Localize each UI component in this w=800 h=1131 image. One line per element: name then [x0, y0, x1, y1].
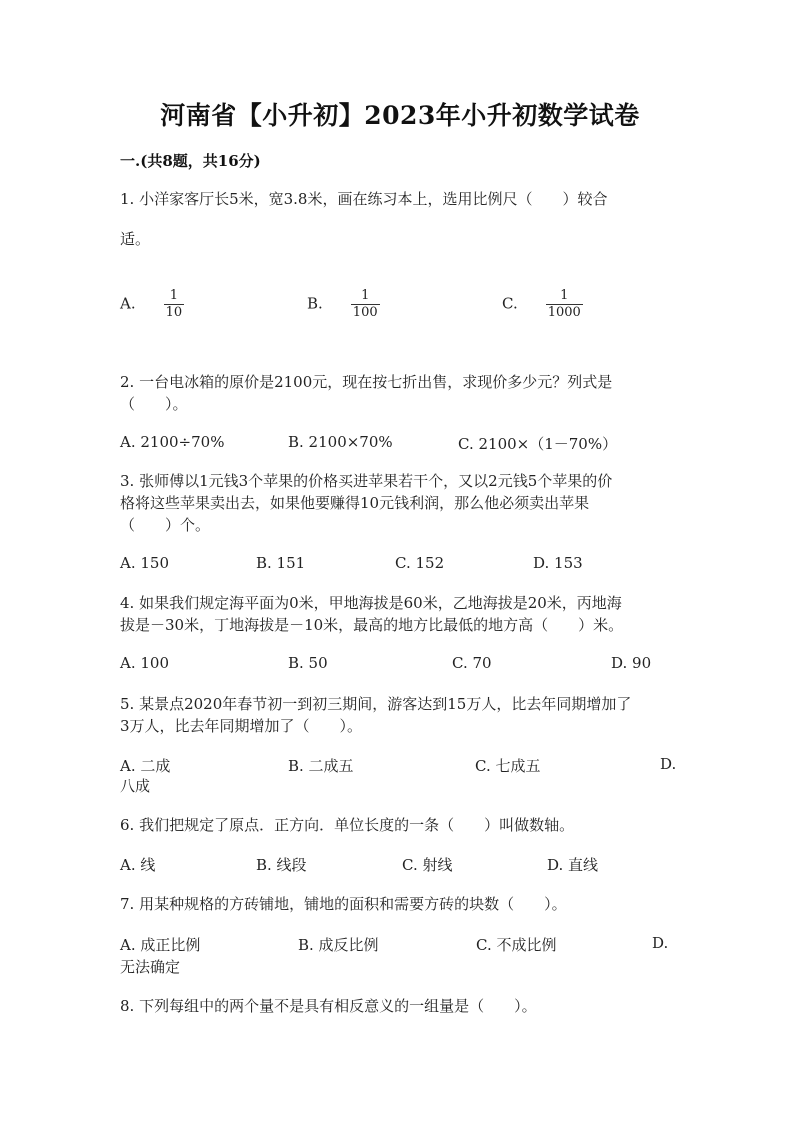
question-5-option-d-text: 八成 — [120, 777, 151, 795]
question-8-line-1: 8. 下列每组中的两个量不是具有相反意义的一组量是（ ）。 — [120, 997, 537, 1015]
question-5-option-d-label: D. — [660, 755, 677, 773]
fraction-numerator: 1 — [560, 288, 569, 303]
question-5-option-b: B. 二成五 — [288, 757, 354, 775]
question-3-option-a: A. 150 — [120, 554, 169, 572]
question-7-option-d-text: 无法确定 — [120, 958, 181, 976]
fraction-denominator: 100 — [352, 305, 378, 320]
question-3-option-d: D. 153 — [533, 554, 583, 572]
question-1-line-2: 适。 — [120, 230, 151, 248]
question-5-line-1: 5. 某景点2020年春节初一到初三期间，游客达到15万人，比去年同期增加了 — [120, 695, 632, 713]
question-6-option-a: A. 线 — [120, 856, 156, 874]
option-label: C. — [502, 294, 518, 313]
question-7-option-b: B. 成反比例 — [298, 936, 379, 954]
question-2-option-c: C. 2100×（1－70%） — [458, 435, 618, 453]
fraction — [164, 288, 185, 321]
question-3-line-2: 格将这些苹果卖出去，如果他要赚得10元钱利润，那么他必须卖出苹果 — [120, 494, 590, 512]
question-1-option-b — [307, 288, 380, 321]
question-6-option-c: C. 射线 — [402, 856, 453, 874]
option-label: A. — [120, 294, 136, 313]
fraction-denominator: 1000 — [547, 305, 581, 320]
question-4-option-b: B. 50 — [288, 654, 328, 672]
option-label: B. — [307, 294, 323, 313]
question-5-line-2: 3万人，比去年同期增加了（ ）。 — [120, 717, 363, 735]
question-2-line-1: 2. 一台电冰箱的原价是2100元，现在按七折出售，求现价多少元？列式是 — [120, 373, 613, 391]
question-3-line-3: （ ）个。 — [120, 516, 211, 534]
question-2-option-a: A. 2100÷70% — [120, 433, 225, 451]
question-4-line-2: 拔是－30米，丁地海拔是－10米，最高的地方比最低的地方高（ ）米。 — [120, 616, 624, 634]
fraction — [546, 288, 583, 321]
question-7-option-c: C. 不成比例 — [476, 936, 557, 954]
fraction-numerator: 1 — [361, 288, 370, 303]
question-1-line-1: 1. 小洋家客厅长5米，宽3.8米，画在练习本上，选用比例尺（ ）较合 — [120, 190, 608, 208]
fraction-denominator: 10 — [165, 305, 183, 320]
question-5-option-c: C. 七成五 — [475, 757, 541, 775]
section-heading: 一.(共8题，共16分) — [120, 152, 261, 170]
question-3-line-1: 3. 张师傅以1元钱3个苹果的价格买进苹果若干个，又以2元钱5个苹果的价 — [120, 472, 613, 490]
question-7-line-1: 7. 用某种规格的方砖铺地，铺地的面积和需要方砖的块数（ ）。 — [120, 895, 567, 913]
question-6-option-d: D. 直线 — [547, 856, 599, 874]
question-2-option-b: B. 2100×70% — [288, 433, 393, 451]
question-3-option-c: C. 152 — [395, 554, 445, 572]
fraction — [351, 288, 380, 321]
fraction-numerator: 1 — [169, 288, 179, 303]
question-4-option-c: C. 70 — [452, 654, 492, 672]
page-title: 河南省【小升初】2023年小升初数学试卷 — [160, 101, 640, 130]
question-5-option-a: A. 二成 — [120, 757, 171, 775]
question-3-option-b: B. 151 — [256, 554, 306, 572]
question-6-line-1: 6. 我们把规定了原点．正方向．单位长度的一条（ ）叫做数轴。 — [120, 816, 575, 834]
question-4-option-d: D. 90 — [611, 654, 652, 672]
question-1-option-a — [120, 288, 184, 321]
question-6-option-b: B. 线段 — [256, 856, 307, 874]
question-4-line-1: 4. 如果我们规定海平面为0米，甲地海拔是60米，乙地海拔是20米，丙地海 — [120, 594, 622, 612]
question-7-option-d-label: D. — [652, 934, 669, 952]
question-4-option-a: A. 100 — [120, 654, 169, 672]
question-2-line-2: （ ）。 — [120, 395, 188, 413]
question-1-option-c — [502, 288, 583, 321]
question-7-option-a: A. 成正比例 — [120, 936, 201, 954]
